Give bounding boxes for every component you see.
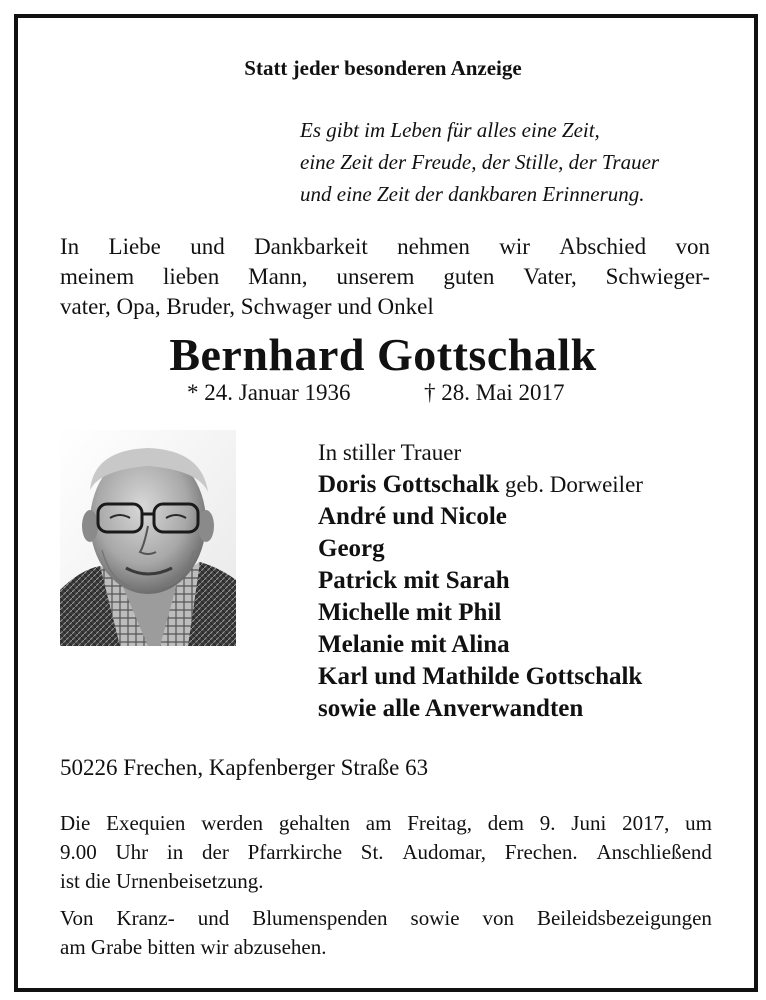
mourner-name: Melanie mit Alina xyxy=(318,631,510,658)
intro-word: Mann, xyxy=(248,264,308,289)
service-word: Audomar, xyxy=(402,840,487,864)
intro-word: unserem xyxy=(336,264,415,289)
service-word: um xyxy=(685,811,712,835)
service-word: Die xyxy=(60,811,91,835)
intro-word: lieben xyxy=(163,264,220,289)
mourner-name: André und Nicole xyxy=(318,503,507,530)
service-word: der xyxy=(202,840,229,864)
mourner-line xyxy=(318,469,643,501)
mourner-name: sowie alle Anverwandten xyxy=(318,695,584,722)
service-word: Pfarrkirche xyxy=(247,840,343,864)
funeral-service-text xyxy=(60,809,712,896)
intro-line-1 xyxy=(60,232,710,262)
intro-word: und xyxy=(190,234,225,259)
deceased-name: Bernhard Gottschalk xyxy=(169,329,597,380)
family-address: 50226 Frechen, Kapfenberger Straße 63 xyxy=(60,755,429,780)
quote-line: und eine Zeit der dankbaren Erinnerung. xyxy=(300,182,645,206)
quote-line: eine Zeit der Freude, der Stille, der Trauer xyxy=(300,150,660,174)
mourners-list xyxy=(318,437,643,725)
quote-line: Es gibt im Leben für alles eine Zeit, xyxy=(300,118,600,142)
mourner-name: Michelle mit Phil xyxy=(318,599,502,626)
portrait-photo xyxy=(60,430,236,646)
mourner-name: Karl und Mathilde Gottschalk xyxy=(318,663,643,690)
request-line-2: am Grabe bitten wir abzusehen. xyxy=(60,935,327,959)
intro-word: In xyxy=(60,234,80,259)
birth-date: * 24. Januar 1936 xyxy=(187,380,351,405)
request-word: Von xyxy=(60,906,94,930)
quote-block xyxy=(300,114,659,210)
service-word: Frechen. xyxy=(504,840,578,864)
service-word: Anschließend xyxy=(596,840,712,864)
intro-word: meinem xyxy=(60,264,135,289)
service-line-1 xyxy=(60,809,712,838)
service-word: St. xyxy=(360,840,384,864)
intro-text xyxy=(60,232,710,322)
service-word: 9. xyxy=(539,811,556,835)
intro-word: von xyxy=(675,234,710,259)
service-word: Freitag, xyxy=(407,811,472,835)
service-word: Uhr xyxy=(115,840,149,864)
service-word: dem xyxy=(487,811,524,835)
intro-word: Vater, xyxy=(523,264,577,289)
mourner-name: Patrick mit Sarah xyxy=(318,567,510,594)
service-word: am xyxy=(365,811,392,835)
service-line-3: ist die Urnenbeisetzung. xyxy=(60,869,264,893)
notice-header: Statt jeder besonderen Anzeige xyxy=(244,56,522,80)
intro-word: wir xyxy=(499,234,530,259)
request-word: Kranz- xyxy=(116,906,175,930)
mourner-name: Georg xyxy=(318,535,385,562)
intro-line-3: vater, Opa, Bruder, Schwager und Onkel xyxy=(60,294,434,319)
condolence-request-text xyxy=(60,904,712,962)
request-word: Blumenspenden xyxy=(252,906,388,930)
intro-line-2 xyxy=(60,262,710,292)
request-word: und xyxy=(197,906,230,930)
request-word: von xyxy=(482,906,514,930)
mourner-birth-name: geb. Dorweiler xyxy=(505,472,643,497)
service-word: 9.00 xyxy=(60,840,97,864)
service-word: gehalten xyxy=(278,811,350,835)
intro-word: Schwieger- xyxy=(605,264,710,289)
intro-word: nehmen xyxy=(397,234,470,259)
mourner-name: Doris Gottschalk xyxy=(318,471,500,498)
request-word: sowie xyxy=(410,906,460,930)
intro-word: Abschied xyxy=(559,234,647,259)
service-word: Juni xyxy=(571,811,607,835)
service-line-2 xyxy=(60,838,712,867)
service-word: in xyxy=(166,840,184,864)
service-word: werden xyxy=(201,811,264,835)
death-date: † 28. Mai 2017 xyxy=(424,380,565,405)
request-line-1 xyxy=(60,904,712,933)
intro-word: Liebe xyxy=(108,234,161,259)
request-word: Beileidsbezeigungen xyxy=(536,906,712,930)
service-word: 2017, xyxy=(622,811,670,835)
service-word: Exequien xyxy=(106,811,186,835)
mourners-intro: In stiller Trauer xyxy=(318,440,462,465)
intro-word: Dankbarkeit xyxy=(254,234,368,259)
intro-word: guten xyxy=(443,264,495,289)
